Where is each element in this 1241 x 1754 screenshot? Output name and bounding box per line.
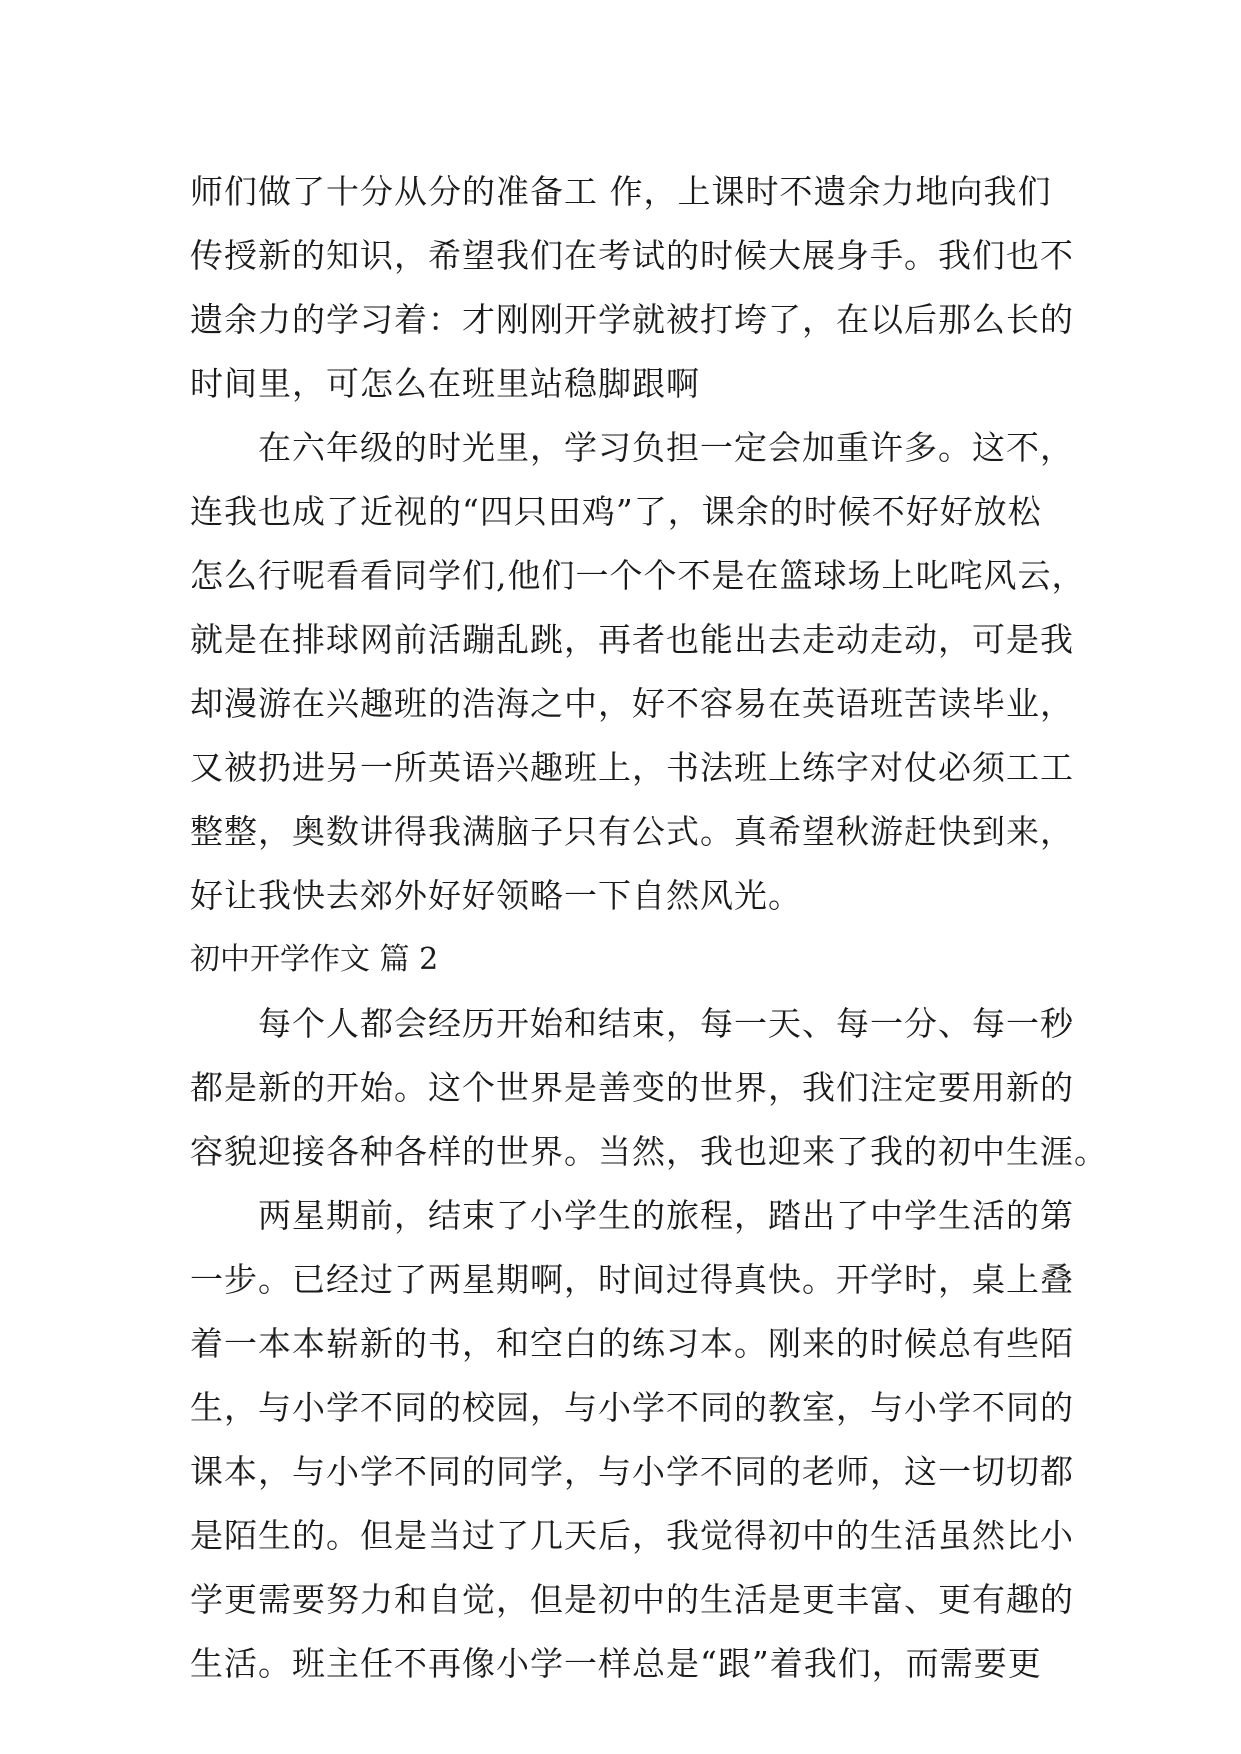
text-line: 一步。已经过了两星期啊，时间过得真快。开学时，桌上叠 bbox=[190, 1260, 1074, 1299]
text-line: 时间里，可怎么在班里站稳脚跟啊 bbox=[190, 364, 700, 403]
text-line: 师们做了十分从分的准备工 作，上课时不遗余力地向我们 bbox=[190, 172, 1052, 211]
text-line: 连我也成了近视的“四只田鸡”了，课余的时候不好好放松 bbox=[190, 492, 1042, 531]
text-line: 怎么行呢看看同学们,他们一个个不是在篮球场上叱咤风云， bbox=[190, 556, 1086, 595]
text-line: 学更需要努力和自觉，但是初中的生活是更丰富、更有趣的 bbox=[190, 1580, 1074, 1619]
text-line: 容貌迎接各种各样的世界。当然，我也迎来了我的初中生涯。 bbox=[190, 1132, 1108, 1171]
text-line: 整整，奥数讲得我满脑子只有公式。真希望秋游赶快到来， bbox=[190, 812, 1074, 851]
text-line: 两星期前，结束了小学生的旅程，踏出了中学生活的第 bbox=[258, 1196, 1074, 1235]
text-line: 就是在排球网前活蹦乱跳，再者也能出去走动走动，可是我 bbox=[190, 620, 1074, 659]
text-line: 生活。班主任不再像小学一样总是“跟”着我们，而需要更 bbox=[190, 1644, 1042, 1683]
text-line: 在六年级的时光里，学习负担一定会加重许多。这不， bbox=[258, 428, 1074, 467]
text-line: 着一本本崭新的书，和空白的练习本。刚来的时候总有些陌 bbox=[190, 1324, 1074, 1363]
text-line: 课本，与小学不同的同学，与小学不同的老师，这一切切都 bbox=[190, 1452, 1074, 1491]
section-heading: 初中开学作文 篇 2 bbox=[190, 942, 439, 977]
text-line: 却漫游在兴趣班的浩海之中，好不容易在英语班苦读毕业， bbox=[190, 684, 1074, 723]
document-body bbox=[190, 160, 1108, 1696]
text-line: 好让我快去郊外好好领略一下自然风光。 bbox=[190, 876, 802, 915]
text-line: 是陌生的。但是当过了几天后，我觉得初中的生活虽然比小 bbox=[190, 1516, 1074, 1555]
text-line: 每个人都会经历开始和结束，每一天、每一分、每一秒 bbox=[258, 1004, 1074, 1043]
text-line: 遗余力的学习着：才刚刚开学就被打垮了，在以后那么长的 bbox=[190, 300, 1074, 339]
text-line: 又被扔进另一所英语兴趣班上，书法班上练字对仗必须工工 bbox=[190, 748, 1074, 787]
text-line: 都是新的开始。这个世界是善变的世界，我们注定要用新的 bbox=[190, 1068, 1074, 1107]
text-line: 生，与小学不同的校园，与小学不同的教室，与小学不同的 bbox=[190, 1388, 1074, 1427]
text-line: 传授新的知识，希望我们在考试的时候大展身手。我们也不 bbox=[190, 236, 1074, 275]
